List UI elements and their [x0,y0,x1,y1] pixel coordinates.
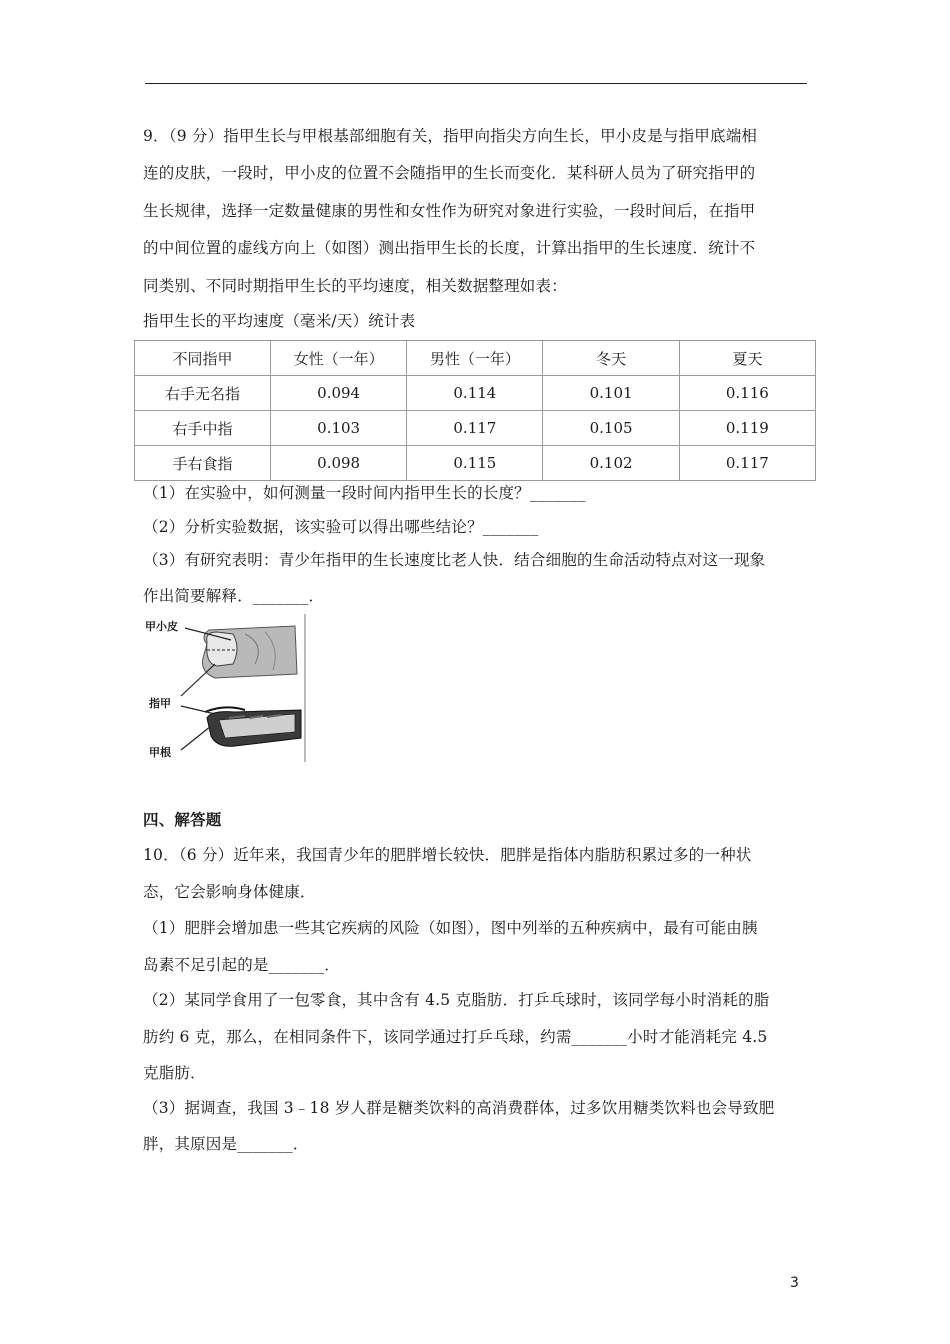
q10-sub3-line2: 胖，其原因是_______． [143,1135,309,1153]
q10-sub2-line1: （2）某同学食用了一包零食，其中含有 4.5 克脂肪．打乒乓球时，该同学每小时消耗的脂 [143,991,770,1009]
section-title: 四、解答题 [143,810,222,829]
table-cell: 右手中指 [135,411,271,446]
q10-line-1: 10．（6 分）近年来，我国青少年的肥胖增长较快．肥胖是指体内脂肪积累过多的一种状 [143,846,752,864]
label-nail: 指甲 [149,697,171,710]
finger-nail-diagram [145,614,307,762]
q9-line-1: 9．（9 分）指甲生长与甲根基部细胞有关，指甲向指尖方向生长，甲小皮是与指甲底端相 [143,127,758,145]
q9-line-3: 生长规律，选择一定数量健康的男性和女性作为研究对象进行实验，一段时间后，在指甲 [143,202,756,220]
table-header-cell: 冬天 [543,341,679,376]
label-cuticle: 甲小皮 [145,620,178,633]
q9-sub3-line1: （3）有研究表明：青少年指甲的生长速度比老人快．结合细胞的生命活动特点对这一现象 [143,551,766,569]
table-cell: 0.117 [407,411,543,446]
q9-line-5: 同类别、不同时期指甲生长的平均速度，相关数据整理如表： [143,277,567,295]
nail-growth-table [134,340,816,481]
header-rule [145,83,807,84]
table-cell: 0.094 [271,376,407,411]
q9-line-2: 连的皮肤，一段时，甲小皮的位置不会随指甲的生长而变化．某科研人员为了研究指甲的 [143,164,756,182]
table-cell: 0.101 [543,376,679,411]
table-header-cell: 女性（一年） [271,341,407,376]
label-nail-root: 甲根 [149,746,171,759]
table-cell: 0.105 [543,411,679,446]
q9-sub2: （2）分析实验数据，该实验可以得出哪些结论？_______ [143,518,539,536]
table-cell: 0.115 [407,446,543,481]
table-cell: 0.102 [543,446,679,481]
table-header-cell: 不同指甲 [135,341,271,376]
table-title: 指甲生长的平均速度（毫米/天）统计表 [143,312,416,330]
table-cell: 0.119 [679,411,815,446]
q10-sub1-line2: 岛素不足引起的是_______． [143,956,340,974]
table-cell: 0.098 [271,446,407,481]
q9-sub1: （1）在实验中，如何测量一段时间内指甲生长的长度？_______ [143,484,586,502]
q10-line-2: 态，它会影响身体健康． [143,883,316,901]
table-header-cell: 夏天 [679,341,815,376]
table-cell: 手右食指 [135,446,271,481]
table-header-cell: 男性（一年） [407,341,543,376]
table-cell: 0.103 [271,411,407,446]
table-row [135,411,816,446]
table-header-row [135,341,816,376]
q10-sub1-line1: （1）肥胖会增加患一些其它疾病的风险（如图），图中列举的五种疾病中，最有可能由胰 [143,919,758,937]
table-row [135,446,816,481]
table-cell: 0.116 [679,376,815,411]
q9-line-4: 的中间位置的虚线方向上（如图）测出指甲生长的长度，计算出指甲的生长速度．统计不 [143,239,756,257]
page-number: 3 [790,1275,799,1291]
q9-sub3-line2: 作出简要解释．_______． [143,587,325,605]
table-row [135,376,816,411]
table-cell: 0.114 [407,376,543,411]
q10-sub3-line1: （3）据调查，我国 3﹣18 岁人群是糖类饮料的高消费群体，过多饮用糖类饮料也会导致肥 [143,1099,775,1117]
table-cell: 右手无名指 [135,376,271,411]
table-cell: 0.117 [679,446,815,481]
q10-sub2-line3: 克脂肪． [143,1064,206,1082]
q10-sub2-line2: 肪约 6 克，那么，在相同条件下，该同学通过打乒乓球，约需_______小时才能消耗完 4.5 [143,1028,768,1046]
